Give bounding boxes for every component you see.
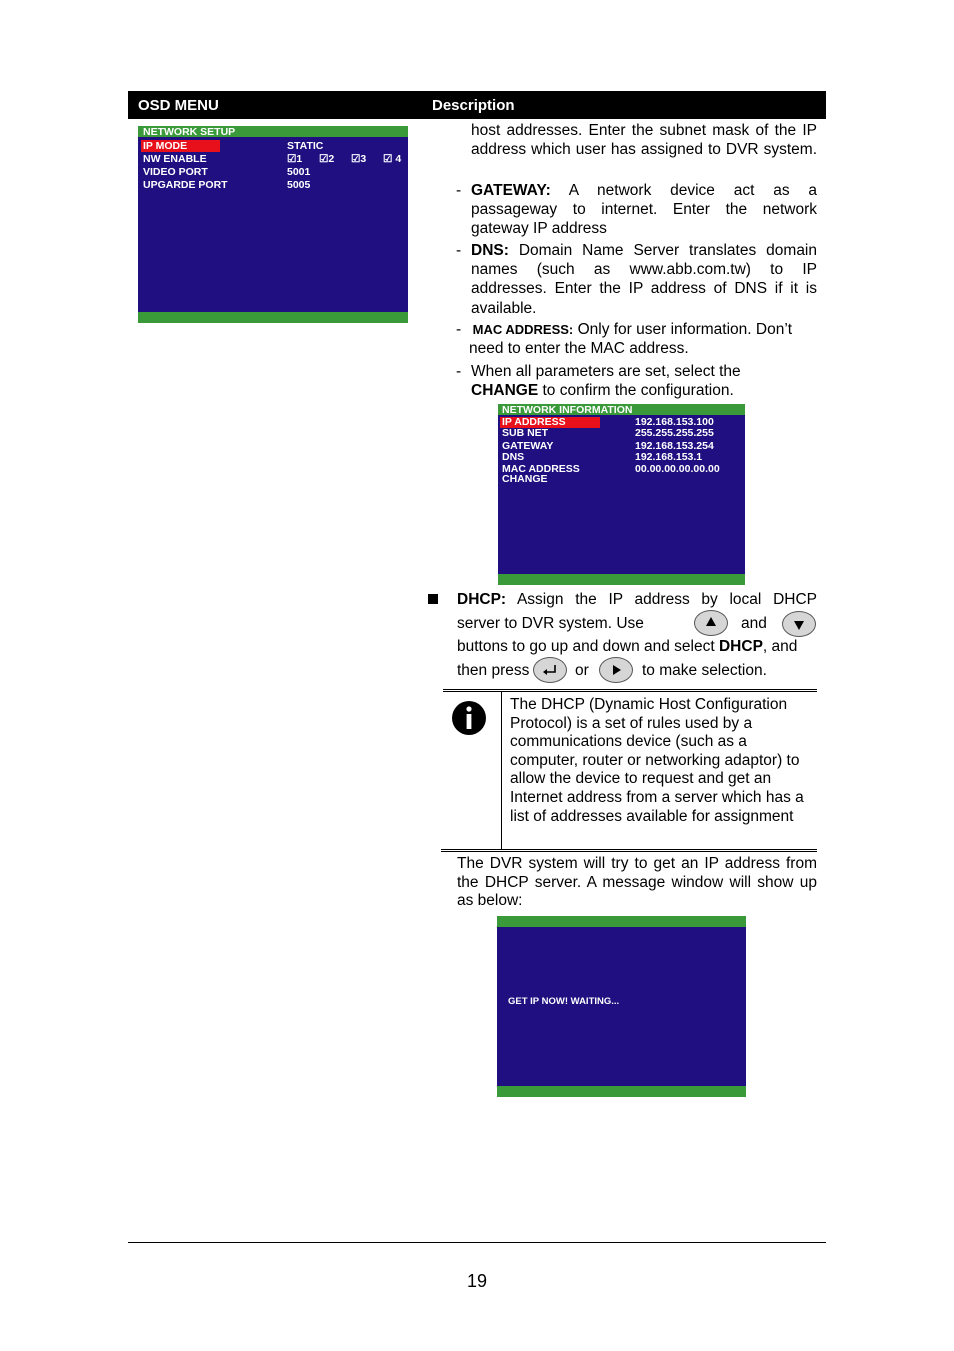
- osd-waiting-window: [497, 916, 746, 1097]
- dhcp-line-4c: to make selection.: [642, 662, 767, 679]
- checkbox-1: ☑1: [287, 153, 303, 165]
- right-button-icon: [599, 657, 633, 683]
- dhcp-line-2a: server to DVR system. Use: [457, 615, 644, 632]
- osd-row-value: STATIC: [287, 140, 324, 152]
- osd-row-value: 5005: [287, 179, 311, 191]
- osd-row-label: MAC ADDRESS: [502, 463, 580, 475]
- bullet-square: [428, 594, 438, 604]
- checkbox-3: ☑3: [351, 153, 367, 165]
- osd-network-setup: [138, 126, 408, 323]
- osd-row-value: 192.168.153.1: [635, 451, 703, 463]
- info-icon: [451, 700, 487, 741]
- dhcp-or: or: [575, 662, 589, 679]
- osd-row-label: VIDEO PORT: [143, 166, 208, 178]
- checkbox-4: ☑ 4: [383, 153, 402, 165]
- dhcp-line-1: DHCP: Assign the IP address by local DHCP: [457, 591, 818, 608]
- osd-row-value: 5001: [287, 166, 311, 178]
- subnet-text: host addresses. Enter the subnet mask of the IP address which user has assigned to DVR system.: [471, 122, 817, 159]
- osd-row-label: IP MODE: [143, 140, 188, 152]
- header-osd-menu: OSD MENU: [138, 97, 219, 114]
- down-button-icon: [782, 611, 816, 637]
- gateway-text: GATEWAY: A network device act as a passageway to internet. Enter the network gateway IP address: [471, 182, 817, 238]
- osd-row-label: DNS: [502, 451, 525, 463]
- dns-text: DNS: Domain Name Server translates domain names (such as www.abb.com.tw) to IP addresses. Enter the IP address of DNS if it is available.: [471, 242, 817, 317]
- after-note-text: The DVR system will try to get an IP address from the DHCP server. A message window will show up as below:: [457, 855, 817, 910]
- note-text: The DHCP (Dynamic Host Configuration Protocol) is a set of rules used by a communications device (such as a computer, router or networking adaptor) to allow the device to request and get an Internet address from a server which has a list of addresses available for assignment: [510, 696, 804, 825]
- osd-row-label: SUB NET: [502, 427, 549, 439]
- osd-row-value: 00.00.00.00.00.00: [635, 463, 720, 475]
- osd-network-information: [498, 404, 745, 585]
- osd-title: NETWORK SETUP: [143, 126, 236, 138]
- osd-row-label: UPGARDE PORT: [143, 179, 228, 191]
- osd-row-label: NW ENABLE: [143, 153, 207, 165]
- change-text: When all parameters are set, select the CHANGE to confirm the configuration.: [471, 363, 741, 400]
- osd-row-value: 192.168.153.254: [635, 440, 714, 452]
- osd-row-label: GATEWAY: [502, 440, 554, 452]
- osd-row-value: 255.255.255.255: [635, 427, 714, 439]
- checkbox-2: ☑2: [319, 153, 335, 165]
- osd-title: NETWORK INFORMATION: [502, 404, 633, 416]
- table-header: [128, 91, 826, 119]
- mac-text: MAC ADDRESS: Only for user information. Don’t need to enter the MAC address.: [469, 321, 793, 358]
- dhcp-line-3: buttons to go up and down and select DHCP, and: [457, 638, 798, 655]
- osd-row-label: IP ADDRESS: [502, 416, 566, 428]
- page-number: 19: [466, 1271, 488, 1291]
- dhcp-and: and: [741, 615, 767, 632]
- up-button-icon: [694, 610, 728, 636]
- header-description: Description: [432, 97, 515, 114]
- dhcp-line-4a: then press: [457, 662, 530, 679]
- osd-row-label: CHANGE: [502, 473, 548, 485]
- waiting-message: GET IP NOW! WAITING...: [508, 996, 620, 1007]
- enter-button-icon: [533, 657, 567, 683]
- osd-row-value: 192.168.153.100: [635, 416, 714, 428]
- footer-rule: [128, 1242, 826, 1243]
